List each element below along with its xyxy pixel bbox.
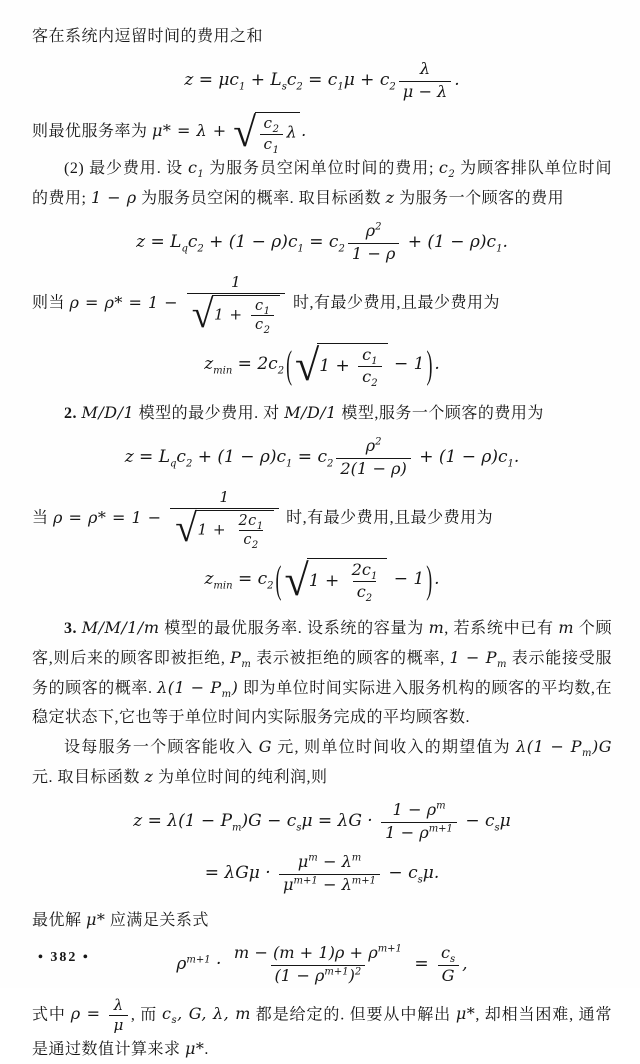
- math-expression: $\rho^{m+1}$ · $\frac{m - (m + 1)\rho + \rho^{m+1}}{(1 - \rho^{m+1})^2}$ = $\frac{c_s}{G}$ ,: [176, 944, 467, 986]
- paragraph-rho-star-mm1: 则当 ρ = ρ* = 1 − 1 √ 1 + $\frac{c_1}{c_2}$ 时,有最少费用,且最少费用为: [32, 274, 612, 334]
- math-expression: $c_s$, G, λ, m: [162, 1006, 251, 1023]
- math-expression: μ* = λ + √ $\frac{c_2}{c_1}$ λ .: [152, 123, 307, 140]
- paragraph-heading-mm1m: 3. M/M/1/m 模型的最优服务率. 设系统的容量为 m, 若系统中已有 m 个顾客,则后来的顾客即被拒绝, $P_m$ 表示被拒绝的顾客的概率, $1 - P_m$ 表示能接受服务的顾客的概率. $\lambda(1 - P_m)$ 即为单位时间实际进入服务机构的顾客的平均数,在稳定状态下,它也等于单位时间内实际服务完成的平均顾客数.: [32, 613, 612, 732]
- math-expression: $P_m$: [230, 650, 251, 667]
- formula-zmin-md1: [32, 558, 612, 603]
- math-expression: M/D/1: [284, 405, 337, 422]
- radical-sign: √: [295, 343, 319, 388]
- math-expression: $1 - P_m$: [450, 650, 508, 667]
- formula-cost-md1: [32, 437, 612, 479]
- paragraph-optimal-condition: 最优解 μ* 应满足关系式: [32, 905, 612, 935]
- formula-cost-per-customer: [32, 222, 612, 264]
- math-expression: m: [558, 620, 574, 637]
- math-expression: $z = L_qc_2 + (1 - \rho)c_1 = c_2$ $\frac{\rho^2}{1 - \rho}$ + $(1 - \rho)c_1$.: [136, 222, 508, 264]
- formula-optimality: [32, 944, 612, 986]
- formula-total-cost: [32, 60, 612, 102]
- math-expression: μ*: [456, 1006, 475, 1023]
- radical-sign: √: [192, 295, 214, 334]
- paragraph-rho-star-md1: 当 ρ = ρ* = 1 − 1 √ 1 + $\frac{2c_1}{c_2}$ 时,有最少费用,且最少费用为: [32, 489, 612, 549]
- math-expression: 1 − ρ: [91, 190, 137, 207]
- page-content: [32, 22, 612, 1064]
- math-expression: $\lambda(1 - P_m)G$: [516, 739, 612, 756]
- radical-sign: √: [233, 112, 256, 153]
- math-expression: M/D/1: [82, 405, 135, 422]
- math-expression: m: [429, 620, 445, 637]
- page-number: • 382 •: [38, 950, 90, 966]
- math-expression: $c_2$: [439, 160, 455, 177]
- paragraph-optimal-rate: 则最优服务率为 μ* = λ + √ $\frac{c_2}{c_1}$ λ .: [32, 112, 612, 153]
- math-expression: ρ = ρ* = 1 − 1 √ 1 + $\frac{2c_1}{c_2}$: [53, 510, 282, 527]
- math-expression: $\lambda(1 - P_m)$: [157, 680, 238, 697]
- radical-sign: √: [284, 558, 308, 603]
- math-expression: G: [259, 739, 272, 756]
- formula-zmin-mm1: [32, 343, 612, 388]
- formula-profit-2: [32, 853, 612, 895]
- math-expression: $z = L_qc_2 + (1 - \rho)c_1 = c_2$ $\frac{\rho^2}{2(1 - \rho)}$ + $(1 - \rho)c_1$.: [125, 437, 520, 479]
- math-expression: z: [386, 190, 395, 207]
- math-expression: z: [145, 769, 154, 786]
- math-expression: $c_1$: [188, 160, 204, 177]
- paragraph-revenue-setup: 设每服务一个顾客能收入 G 元, 则单位时间收入的期望值为 $\lambda(1 - P_m)G$ 元. 取目标函数 z 为单位时间的纯利润,则: [32, 732, 612, 792]
- math-expression: $z = \mu c_1 + L_sc_2 = c_1\mu + c_2$ $\frac{\lambda}{\mu - \lambda}$ .: [184, 60, 459, 102]
- math-expression: = λGμ · $\frac{\mu^m - \lambda^m}{\mu^{m+1} - \lambda^{m+1}}$ − $c_s\mu$.: [205, 853, 439, 895]
- math-expression: $z = \lambda(1 - P_m)G - c_s\mu = \lambda G$ · $\frac{1 - \rho^m}{1 - \rho^{m+1}}$ − $c_s\mu$: [133, 801, 510, 843]
- math-expression: μ*: [86, 912, 105, 929]
- paragraph-intro: 客在系统内逗留时间的费用之和: [32, 22, 612, 51]
- math-expression: M/M/1/m: [82, 620, 160, 637]
- paragraph-heading-md1: 2. M/D/1 模型的最少费用. 对 M/D/1 模型,服务一个顾客的费用为: [32, 398, 612, 428]
- math-expression: ρ = $\frac{\lambda}{\mu}$: [71, 1006, 131, 1023]
- paragraph-min-cost-setup: (2) 最少费用. 设 $c_1$ 为服务员空闲单位时间的费用; $c_2$ 为顾客排队单位时间的费用; 1 − ρ 为服务员空闲的概率. 取目标函数 z 为服务一个顾客的费用: [32, 153, 612, 213]
- radical-sign: √: [175, 510, 197, 549]
- math-expression: $z_{min} = 2c_2$ ( √ 1 + $\frac{c_1}{c_2}$ − 1 ) .: [204, 343, 440, 388]
- math-expression: $z_{min} = c_2$ ( √ 1 + $\frac{2c_1}{c_2}$ − 1 ) .: [204, 558, 439, 603]
- formula-profit-1: [32, 801, 612, 843]
- paragraph-closing: 式中 ρ = $\frac{\lambda}{\mu}$ , 而 $c_s$, G, λ, m 都是给定的. 但要从中解出 μ*, 却相当困难, 通常是通过数值计算来求 μ*.: [32, 997, 612, 1064]
- math-expression: ρ = ρ* = 1 − 1 √ 1 + $\frac{c_1}{c_2}$: [70, 295, 289, 312]
- math-expression: μ*: [185, 1041, 204, 1058]
